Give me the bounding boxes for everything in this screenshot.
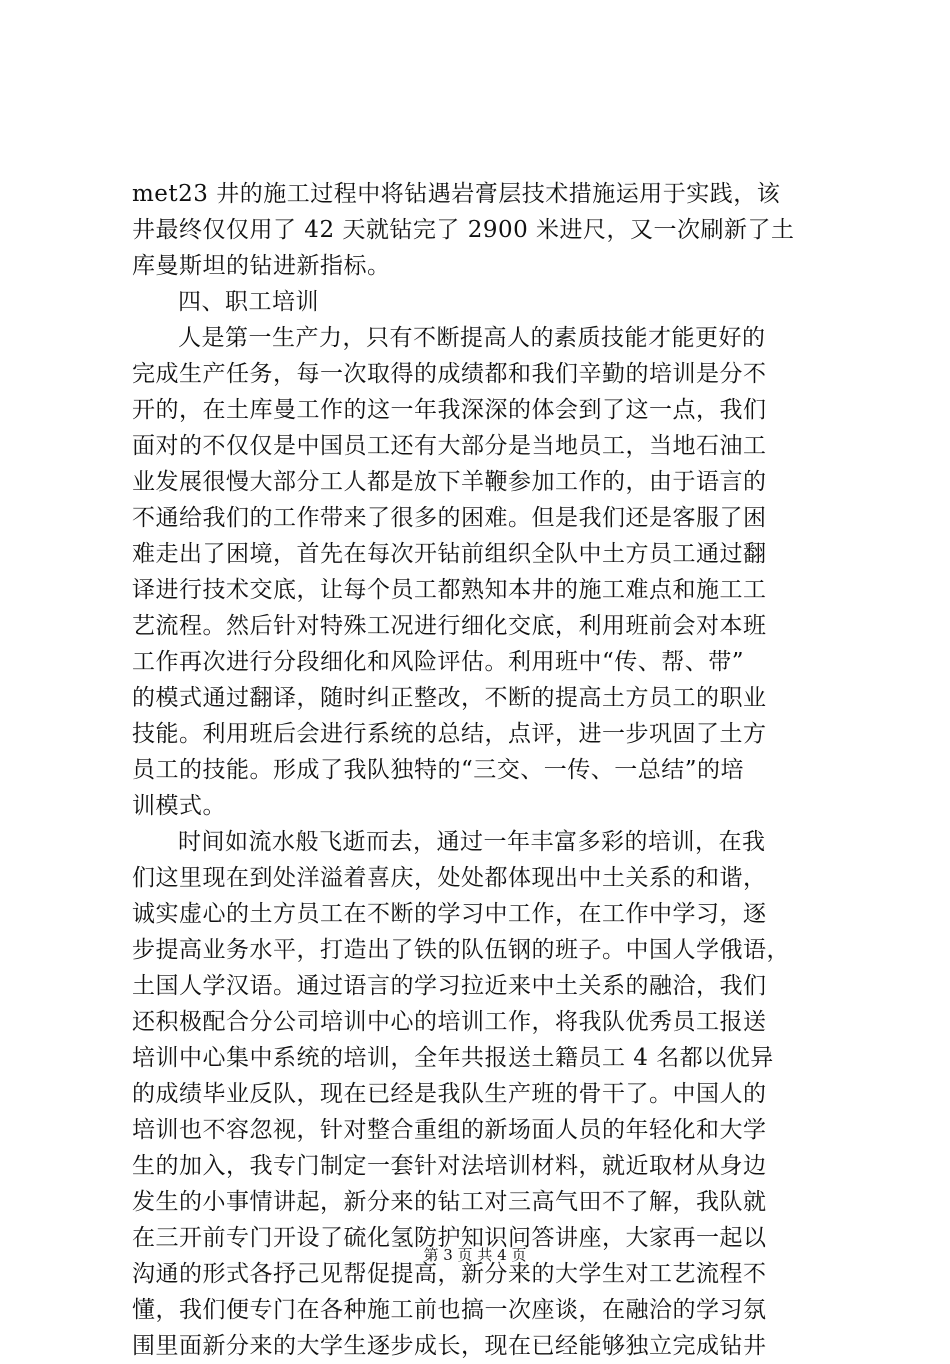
text-line: 时间如流水般飞逝而去，通过一年丰富多彩的培训，在我 [178, 829, 766, 855]
text-line: 面对的不仅仅是中国员工还有大部分是当地员工，当地石油工 [132, 433, 767, 459]
text-line: 们这里现在到处洋溢着喜庆，处处都体现出中土关系的和谐， [132, 865, 767, 891]
text-line: 的成绩毕业反队，现在已经是我队生产班的骨干了。中国人的 [132, 1081, 767, 1107]
text-line: 艺流程。然后针对特殊工况进行细化交底，利用班前会对本班 [132, 613, 767, 639]
document-body [132, 176, 832, 1364]
text-line: 沟通的形式各抒己见帮促提高，新分来的大学生对工艺流程不 [132, 1261, 767, 1287]
text-line: 土国人学汉语。通过语言的学习拉近来中土关系的融洽，我们 [132, 973, 767, 999]
text-line: 训模式。 [132, 793, 226, 819]
text-line: 不通给我们的工作带来了很多的困难。但是我们还是客服了困 [132, 505, 767, 531]
page-number-label: 第 3 页 共 4 页 [423, 1246, 527, 1264]
text-line: 开的，在土库曼工作的这一年我深深的体会到了这一点，我们 [132, 397, 767, 423]
text-line: 库曼斯坦的钻进新指标。 [132, 253, 391, 279]
text-line: 员工的技能。形成了我队独特的“三交、一传、一总结”的培 [132, 757, 745, 783]
text-line: 业发展很慢大部分工人都是放下羊鞭参加工作的，由于语言的 [132, 469, 767, 495]
text-line: 生的加入，我专门制定一套针对法培训材料，就近取材从身边 [132, 1153, 767, 1179]
text-line: 步提高业务水平，打造出了铁的队伍钢的班子。中国人学俄语， [132, 937, 790, 963]
text-line: 井最终仅仅用了 42 天就钻完了 2900 米进尺，又一次刷新了土 [132, 217, 795, 243]
text-line: 还积极配合分公司培训中心的培训工作，将我队优秀员工报送 [132, 1009, 767, 1035]
text-line: 培训也不容忽视，针对整合重组的新场面人员的年轻化和大学 [132, 1117, 767, 1143]
text-line: 完成生产任务，每一次取得的成绩都和我们辛勤的培训是分不 [132, 361, 767, 387]
text-line: 的模式通过翻译，随时纠正整改，不断的提高土方员工的职业 [132, 685, 767, 711]
text-line: 译进行技术交底，让每个员工都熟知本井的施工难点和施工工 [132, 577, 767, 603]
text-line: 在三开前专门开设了硫化氢防护知识问答讲座，大家再一起以 [132, 1225, 767, 1251]
text-line: 技能。利用班后会进行系统的总结，点评，进一步巩固了土方 [132, 721, 767, 747]
text-line: 发生的小事情讲起，新分来的钻工对三高气田不了解，我队就 [132, 1189, 767, 1215]
text-line: 难走出了困境，首先在每次开钻前组织全队中土方员工通过翻 [132, 541, 767, 567]
section-heading: 四、职工培训 [178, 289, 319, 315]
text-line: 人是第一生产力，只有不断提高人的素质技能才能更好的 [178, 325, 766, 351]
text-line: 诚实虚心的土方员工在不断的学习中工作，在工作中学习，逐 [132, 901, 767, 927]
page-footer [0, 1245, 950, 1265]
text-line: 工作再次进行分段细化和风险评估。利用班中“传、帮、带” [132, 649, 745, 675]
text-line: 围里面新分来的大学生逐步成长，现在已经能够独立完成钻井 [132, 1333, 767, 1359]
text-line: met23 井的施工过程中将钻遇岩膏层技术措施运用于实践，该 [132, 181, 781, 207]
text-line: 懂，我们便专门在各种施工前也搞一次座谈，在融洽的学习氛 [132, 1297, 767, 1323]
text-line: 培训中心集中系统的培训，全年共报送土籍员工 4 名都以优异 [132, 1045, 774, 1071]
